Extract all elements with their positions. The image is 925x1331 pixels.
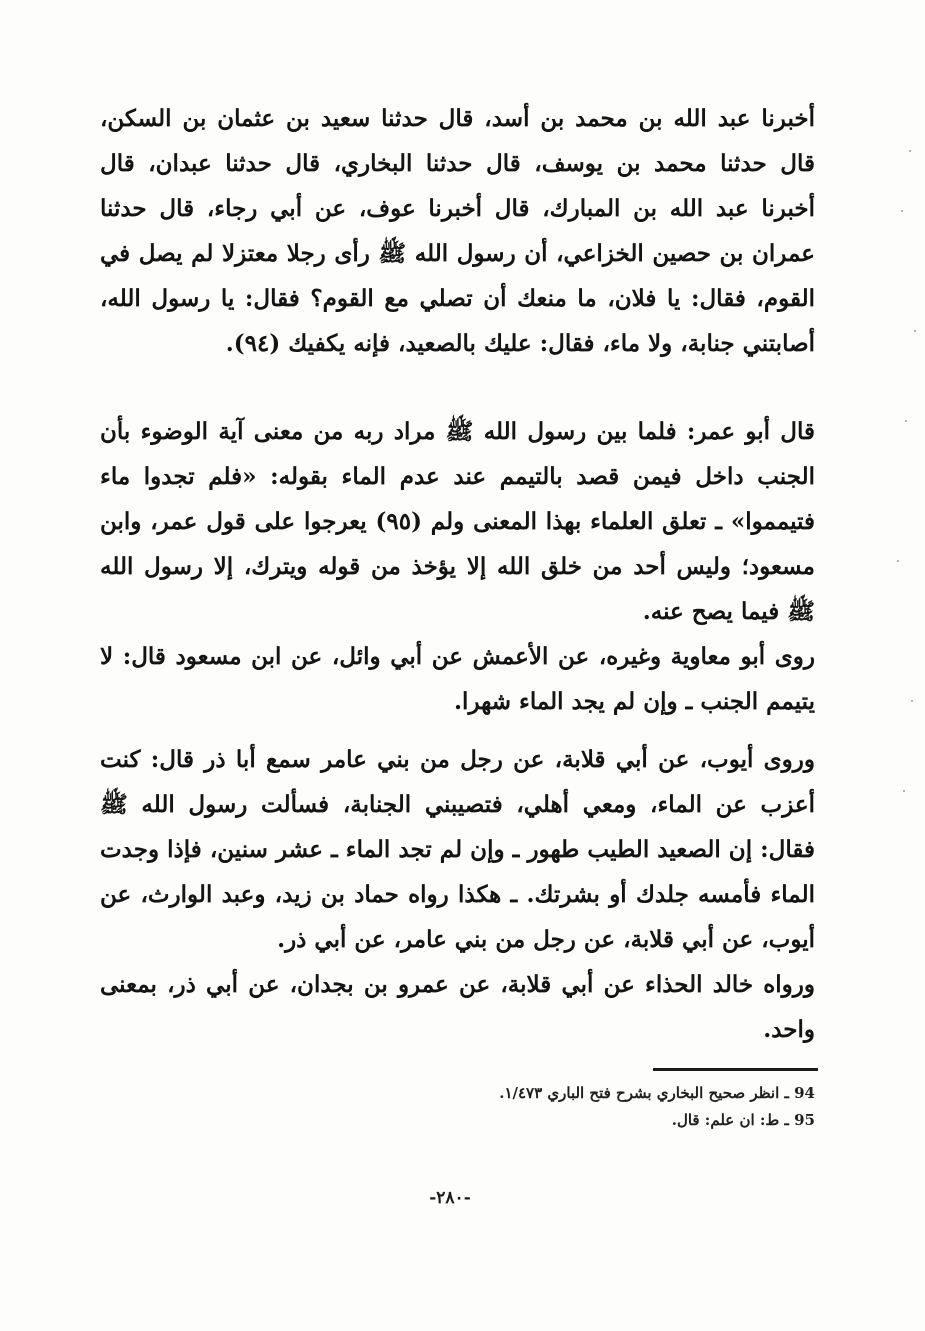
paragraph-abu-dharr: وروى أيوب، عن أبي قلابة، عن رجل من بني عامر سمع أبا ذر قال: كنت أعزب عن الماء، ومعي أهلي، فتصيبني الجنابة، فسألت رسول الله ﷺ فقال: إن الصعيد الطيب طهور ـ وإن لم تجد الماء ـ عشر سنين، فإذا وجدت الماء فأمسه جلدك أو بشرتك. ـ هكذا رواه حماد بن زيد، وعبد الوارث، عن أيوب، عن أبي قلابة، عن رجل من بني عامر، عن أبي ذر.	[100, 746, 816, 953]
footnote-94: 94 ـ انظر صحيح البخاري بشرح فتح الباري ١/٤٧٣.	[499, 1084, 815, 1102]
footnote-divider	[653, 1068, 818, 1071]
paragraph-hadith-imran: أخبرنا عبد الله بن محمد بن أسد، قال حدثنا سعيد بن عثمان بن السكن، قال حدثنا محمد بن يوسف، قال حدثنا البخاري، قال حدثنا عبدان، قال أخبرنا عبد الله بن المبارك، قال أخبرنا عوف، عن أبي رجاء، قال حدثنا عمران بن حصين الخزاعي، أن رسول الله ﷺ رأى رجلا معتزلا لم يصل في القوم، فقال: يا فلان، ما منعك أن تصلي مع القوم؟ فقال: يا رسول الله، أصابتني جنابة، ولا ماء، فقال: عليك بالصعيد، فإنه يكفيك (٩٤).	[100, 105, 815, 357]
footnotes	[380, 1080, 815, 1134]
page-number: -٢٨٠-	[429, 1188, 471, 1208]
scan-noise	[885, 0, 925, 1331]
paragraph-khalid-alhadhdha: ورواه خالد الحذاء عن أبي قلابة، عن عمرو بن بجدان، عن أبي ذر، بمعنى واحد.	[100, 971, 815, 1043]
paragraph-ibn-masud: روى أبو معاوية وغيره، عن الأعمش عن أبي وائل، عن ابن مسعود قال: لا يتيمم الجنب ـ وإن لم يجد الماء شهرا.	[100, 643, 815, 715]
paragraph-abu-umar-commentary: قال أبو عمر: فلما بين رسول الله ﷺ مراد ربه من معنى آية الوضوء بأن الجنب داخل فيمن قصد بالتيمم عند عدم الماء بقوله: «فلم تجدوا ماء فتيمموا» ـ تعلق العلماء بهذا المعنى ولم (٩٥) يعرجوا على قول عمر، وابن مسعود؛ وليس أحد من خلق الله إلا يؤخذ من قوله ويترك، إلا رسول الله ﷺ فيما يصح عنه.	[100, 418, 815, 625]
footnote-95: 95 ـ ط: ان علم: قال.	[671, 1111, 815, 1129]
